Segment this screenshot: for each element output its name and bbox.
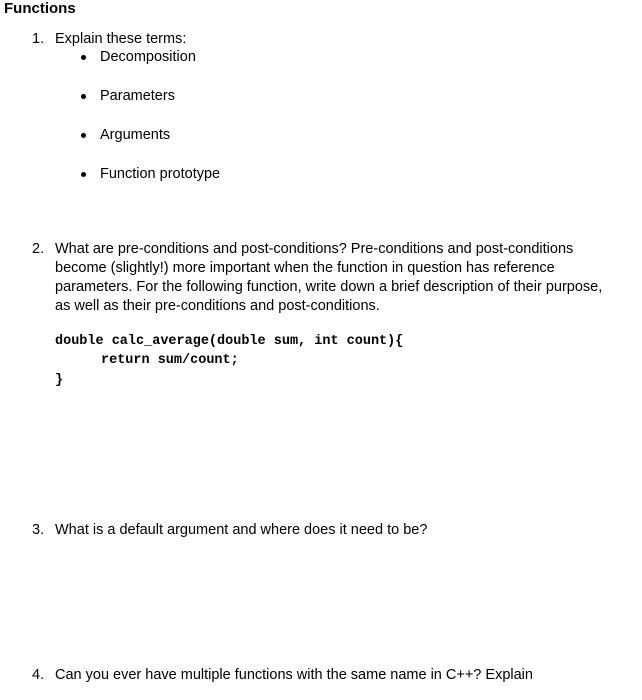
bullet-icon [81, 133, 86, 138]
code-line-2: return sum/count; [101, 353, 239, 368]
code-line-3: } [55, 373, 64, 388]
term-function-prototype: Function prototype [100, 166, 221, 182]
code-line-1: double calc_average(double sum, int count){ [55, 334, 404, 349]
question-2-line-3: parameters. For the following function, write down a brief description of their purpose, [55, 279, 603, 295]
question-3-number: 3. [32, 522, 45, 538]
question-2-line-4: as well as their pre-conditions and post-conditions. [55, 298, 380, 314]
bullet-icon [81, 55, 86, 60]
page-title: Functions [4, 0, 76, 17]
question-2-line-2: become (slightly!) more important when the function in question has reference [55, 260, 555, 276]
question-4-text: Can you ever have multiple functions with the same name in C++? Explain [55, 667, 533, 683]
question-4-number: 4. [32, 667, 45, 683]
bullet-icon [81, 172, 86, 177]
bullet-icon [81, 94, 86, 99]
question-1-number: 1. [32, 31, 45, 47]
question-3-text: What is a default argument and where does it need to be? [55, 522, 428, 538]
term-arguments: Arguments [100, 127, 171, 143]
question-2-line-1: What are pre-conditions and post-conditions? Pre-conditions and post-conditions [55, 241, 574, 257]
term-decomposition: Decomposition [100, 49, 196, 65]
term-parameters: Parameters [100, 88, 175, 104]
question-1-text: Explain these terms: [55, 31, 187, 47]
question-2-number: 2. [32, 241, 45, 257]
